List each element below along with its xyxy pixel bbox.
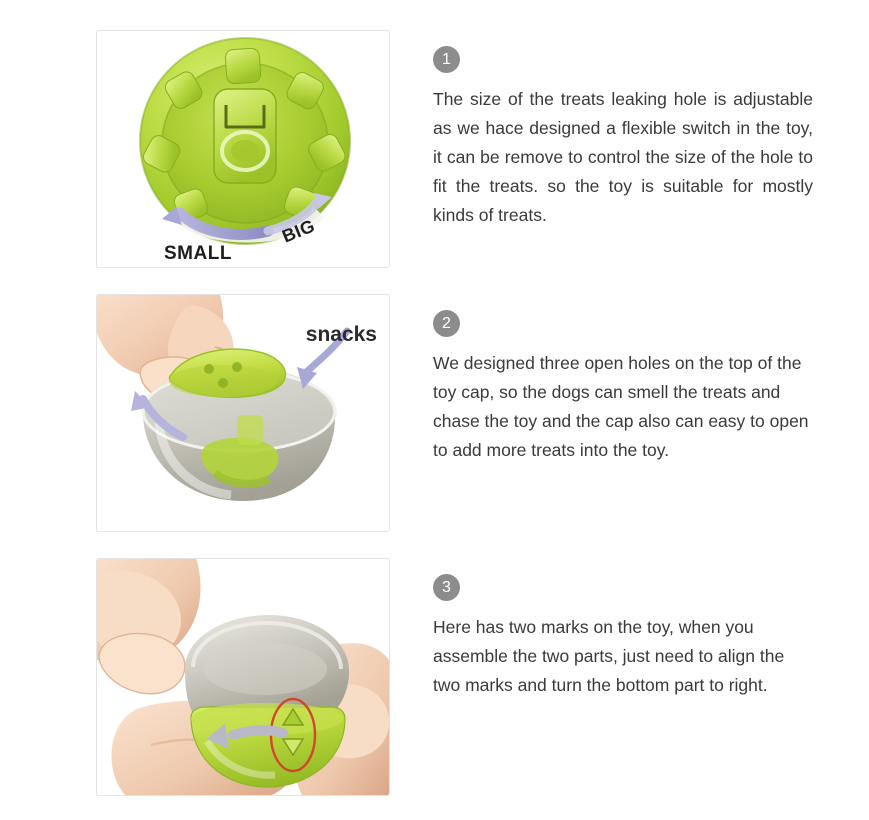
feature-step-2	[96, 294, 813, 532]
cap-opening-photo	[96, 294, 390, 532]
label-big: BIG	[279, 215, 318, 247]
align-illustration	[97, 559, 389, 795]
feature-step-1	[96, 30, 813, 268]
step-3-description: Here has two marks on the toy, when you assemble the two parts, just need to align the two marks and turn the bottom part to right.	[433, 617, 785, 695]
step-2-description: We designed three open holes on the top of the toy cap, so the dogs can smell the treats and chase the toy and the cap also can easy to open to add more treats into the toy.	[433, 353, 809, 460]
step-2-number: 2	[433, 310, 460, 337]
align-marks-photo	[96, 558, 390, 796]
step-1-text-block	[433, 30, 813, 230]
feature-step-3	[96, 558, 813, 796]
disc-svg	[118, 31, 368, 267]
label-small: SMALL	[164, 243, 232, 264]
step-1-number: 1	[433, 46, 460, 73]
adjustable-hole-dial-photo	[96, 30, 390, 268]
step-1-description: The size of the treats leaking hole is adjustable as we hace designed a flexible switch in the toy, it can be remove to control the size of the hole to fit the treats. so the toy is suitable for mostly kinds of treats.	[433, 89, 813, 225]
align-svg	[97, 559, 389, 795]
step-3-number: 3	[433, 574, 460, 601]
step-3-text-block	[433, 558, 813, 700]
disc-illustration	[118, 31, 368, 267]
snacks-label: snacks	[305, 323, 377, 346]
step-2-text-block	[433, 294, 813, 465]
